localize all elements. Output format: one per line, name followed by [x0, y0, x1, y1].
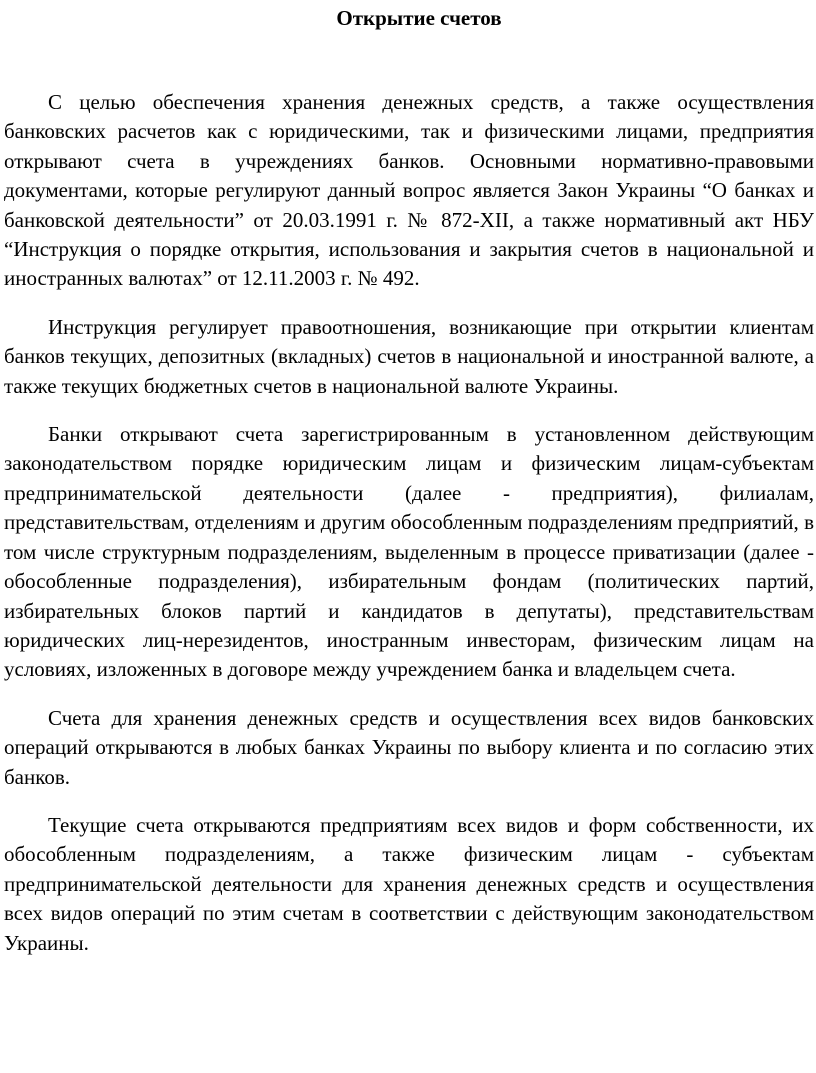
- paragraph-instruction-scope: Инструкция регулирует правоотношения, возникающие при открытии клиентам банков текущих, депозитных (вкладных) счетов в национальной и иностранной валюте, а также текущих бюджетных счетов в национальной валюте Украины.: [4, 314, 814, 398]
- paragraph-legal-basis: С целью обеспечения хранения денежных средств, а также осуществления банковских расчетов как с юридическими, так и физическими лицами, предприятия открывают счета в учреждениях банков. Основными нормативно-правовыми документами, которые регулируют данный вопрос является Закон Украины “О банках и банковской деятельности” от 20.03.1991 г. № 872-XII, а также нормативный акт НБУ “Инструкция о порядке открытия, использования и закрытия счетов в национальной и иностранных валютах” от 12.11.2003 г. № 492.: [4, 90, 814, 291]
- paragraph-bank-choice: Счета для хранения денежных средств и осуществления всех видов банковских операций открываются в любых банках Украины по выбору клиента и по согласию этих банков.: [4, 705, 814, 789]
- paragraph-current-accounts: Текущие счета открываются предприятиям всех видов и форм собственности, их обособленным подразделениям, а также физическим лицам - субъектам предпринимательской деятельности для хранения денежных средств и осуществления всех видов операций по этим счетам в соответствии с действующим законодательством Украины.: [4, 812, 814, 955]
- paragraph-account-holders: Банки открывают счета зарегистрированным в установленном действующим законодательством порядке юридическим лицам и физическим лицам-субъектам предпринимательской деятельности (далее - предприятия), филиалам, представительствам, отделениям и другим обособленным подразделениям предприятий, в том числе структурным подразделениям, выделенным в процессе приватизации (далее - обособленные подразделения), избирательным фондам (политических партий, избирательных блоков партий и кандидатов в депутаты), представительствам юридических лиц-нерезидентов, иностранным инвесторам, физическим лицам на условиях, изложенных в договоре между учреждением банка и владельцем счета.: [4, 422, 814, 682]
- document-title: Открытие счетов: [336, 6, 502, 30]
